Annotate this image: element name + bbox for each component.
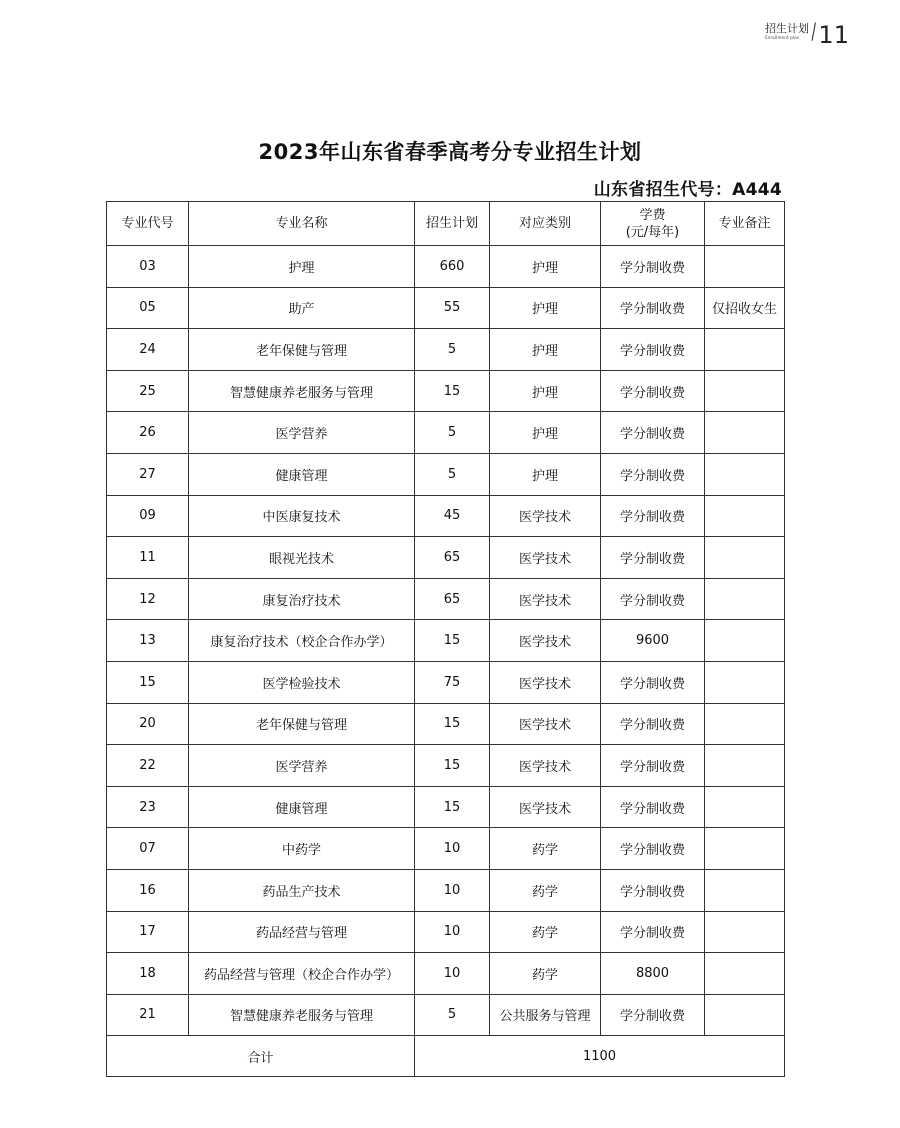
cell-name: 老年保健与管理 — [189, 703, 415, 745]
table-body — [107, 246, 785, 1036]
cell-name: 医学营养 — [189, 412, 415, 454]
cell-note — [705, 994, 785, 1036]
cell-name: 康复治疗技术 — [189, 578, 415, 620]
cell-plan: 75 — [415, 661, 490, 703]
cell-category: 护理 — [490, 453, 601, 495]
cell-fee: 8800 — [601, 953, 705, 995]
header-fee-line2: (元/每年) — [625, 224, 680, 240]
cell-name: 眼视光技术 — [189, 537, 415, 579]
table-row — [107, 329, 785, 371]
cell-plan: 65 — [415, 537, 490, 579]
table-row — [107, 287, 785, 329]
cell-plan: 15 — [415, 786, 490, 828]
cell-code: 20 — [107, 703, 189, 745]
cell-fee: 学分制收费 — [601, 869, 705, 911]
cell-category: 药学 — [490, 828, 601, 870]
cell-code: 12 — [107, 578, 189, 620]
cell-code: 05 — [107, 287, 189, 329]
cell-category: 护理 — [490, 370, 601, 412]
cell-code: 07 — [107, 828, 189, 870]
cell-fee: 学分制收费 — [601, 412, 705, 454]
enrollment-code: 山东省招生代号：A444 — [593, 180, 782, 200]
cell-category: 公共服务与管理 — [490, 994, 601, 1036]
header-fee — [601, 202, 705, 246]
cell-category: 医学技术 — [490, 703, 601, 745]
table-row — [107, 620, 785, 662]
header-plan: 招生计划 — [415, 202, 490, 246]
cell-note — [705, 453, 785, 495]
cell-name: 智慧健康养老服务与管理 — [189, 994, 415, 1036]
cell-name: 中医康复技术 — [189, 495, 415, 537]
cell-name: 中药学 — [189, 828, 415, 870]
slash-divider: / — [811, 20, 816, 45]
cell-fee: 学分制收费 — [601, 495, 705, 537]
cell-name: 药品生产技术 — [189, 869, 415, 911]
cell-note — [705, 578, 785, 620]
cell-fee: 9600 — [601, 620, 705, 662]
cell-name: 智慧健康养老服务与管理 — [189, 370, 415, 412]
cell-note — [705, 745, 785, 787]
cell-plan: 5 — [415, 329, 490, 371]
cell-note — [705, 370, 785, 412]
cell-fee: 学分制收费 — [601, 370, 705, 412]
header-fee-line1: 学费 — [639, 207, 666, 223]
cell-name: 老年保健与管理 — [189, 329, 415, 371]
cell-name: 医学营养 — [189, 745, 415, 787]
table-row — [107, 786, 785, 828]
cell-fee: 学分制收费 — [601, 578, 705, 620]
cell-code: 13 — [107, 620, 189, 662]
cell-code: 17 — [107, 911, 189, 953]
cell-plan: 15 — [415, 370, 490, 412]
section-label — [765, 22, 809, 41]
cell-code: 27 — [107, 453, 189, 495]
cell-code: 26 — [107, 412, 189, 454]
cell-code: 21 — [107, 994, 189, 1036]
cell-fee: 学分制收费 — [601, 828, 705, 870]
table-row — [107, 869, 785, 911]
cell-plan: 15 — [415, 703, 490, 745]
cell-plan: 10 — [415, 869, 490, 911]
cell-plan: 10 — [415, 953, 490, 995]
cell-category: 医学技术 — [490, 620, 601, 662]
page-corner-marker — [765, 22, 849, 50]
cell-code: 16 — [107, 869, 189, 911]
cell-note — [705, 953, 785, 995]
table-row — [107, 412, 785, 454]
cell-note — [705, 246, 785, 288]
header-category: 对应类别 — [490, 202, 601, 246]
cell-plan: 5 — [415, 412, 490, 454]
table-row — [107, 453, 785, 495]
cell-name: 药品经营与管理 — [189, 911, 415, 953]
table-row — [107, 745, 785, 787]
cell-fee: 学分制收费 — [601, 745, 705, 787]
cell-note — [705, 828, 785, 870]
cell-code: 23 — [107, 786, 189, 828]
cell-name: 医学检验技术 — [189, 661, 415, 703]
table-row — [107, 953, 785, 995]
cell-fee: 学分制收费 — [601, 911, 705, 953]
cell-fee: 学分制收费 — [601, 287, 705, 329]
cell-name: 健康管理 — [189, 453, 415, 495]
table-row — [107, 537, 785, 579]
enrollment-table — [106, 201, 785, 1077]
page-number: 11 — [818, 21, 849, 49]
cell-note — [705, 537, 785, 579]
cell-note — [705, 703, 785, 745]
cell-note — [705, 911, 785, 953]
cell-fee: 学分制收费 — [601, 329, 705, 371]
cell-fee: 学分制收费 — [601, 453, 705, 495]
cell-note — [705, 661, 785, 703]
cell-note — [705, 329, 785, 371]
header-note: 专业备注 — [705, 202, 785, 246]
cell-code: 24 — [107, 329, 189, 371]
cell-plan: 5 — [415, 994, 490, 1036]
cell-code: 03 — [107, 246, 189, 288]
table-row — [107, 370, 785, 412]
cell-plan: 65 — [415, 578, 490, 620]
header-name: 专业名称 — [189, 202, 415, 246]
cell-code: 09 — [107, 495, 189, 537]
cell-note — [705, 869, 785, 911]
cell-note: 仅招收女生 — [705, 287, 785, 329]
cell-fee: 学分制收费 — [601, 786, 705, 828]
table-row — [107, 578, 785, 620]
table-row — [107, 828, 785, 870]
cell-note — [705, 412, 785, 454]
cell-name: 康复治疗技术（校企合作办学） — [189, 620, 415, 662]
cell-note — [705, 620, 785, 662]
cell-category: 护理 — [490, 287, 601, 329]
table-row — [107, 495, 785, 537]
cell-category: 护理 — [490, 246, 601, 288]
page-title: 2023年山东省春季高考分专业招生计划 — [258, 140, 642, 164]
cell-plan: 15 — [415, 745, 490, 787]
cell-plan: 45 — [415, 495, 490, 537]
total-label: 合计 — [107, 1036, 415, 1077]
table-row — [107, 911, 785, 953]
cell-fee: 学分制收费 — [601, 703, 705, 745]
cell-note — [705, 786, 785, 828]
cell-fee: 学分制收费 — [601, 994, 705, 1036]
cell-category: 医学技术 — [490, 786, 601, 828]
cell-plan: 10 — [415, 828, 490, 870]
cell-code: 11 — [107, 537, 189, 579]
cell-category: 药学 — [490, 911, 601, 953]
cell-plan: 15 — [415, 620, 490, 662]
table-row — [107, 661, 785, 703]
cell-plan: 10 — [415, 911, 490, 953]
cell-fee: 学分制收费 — [601, 661, 705, 703]
cell-category: 药学 — [490, 953, 601, 995]
cell-category: 医学技术 — [490, 495, 601, 537]
cell-code: 22 — [107, 745, 189, 787]
cell-category: 护理 — [490, 329, 601, 371]
table-row — [107, 703, 785, 745]
section-label-cn: 招生计划 — [765, 22, 809, 35]
cell-name: 健康管理 — [189, 786, 415, 828]
cell-name: 护理 — [189, 246, 415, 288]
cell-plan: 660 — [415, 246, 490, 288]
cell-note — [705, 495, 785, 537]
cell-plan: 5 — [415, 453, 490, 495]
table-row — [107, 246, 785, 288]
cell-code: 15 — [107, 661, 189, 703]
cell-category: 医学技术 — [490, 537, 601, 579]
total-value: 1100 — [415, 1036, 785, 1077]
section-label-en: Enrollment plan — [765, 35, 800, 40]
cell-code: 25 — [107, 370, 189, 412]
header-code: 专业代号 — [107, 202, 189, 246]
cell-category: 医学技术 — [490, 578, 601, 620]
cell-category: 医学技术 — [490, 745, 601, 787]
cell-category: 护理 — [490, 412, 601, 454]
cell-name: 药品经营与管理（校企合作办学） — [189, 953, 415, 995]
table-row — [107, 994, 785, 1036]
cell-name: 助产 — [189, 287, 415, 329]
cell-fee: 学分制收费 — [601, 537, 705, 579]
total-row — [107, 1036, 785, 1077]
cell-code: 18 — [107, 953, 189, 995]
table-header-row — [107, 202, 785, 246]
cell-category: 医学技术 — [490, 661, 601, 703]
cell-plan: 55 — [415, 287, 490, 329]
cell-fee: 学分制收费 — [601, 246, 705, 288]
cell-category: 药学 — [490, 869, 601, 911]
